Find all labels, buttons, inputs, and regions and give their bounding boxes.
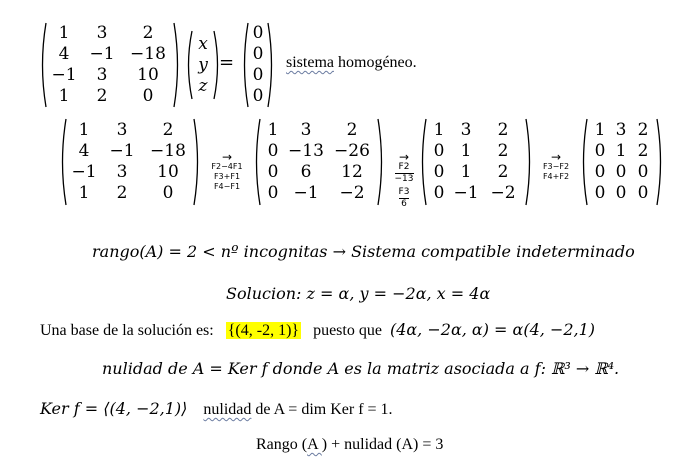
matrix-cell: −26 <box>334 141 370 161</box>
matrix-cell: 0 <box>267 141 279 161</box>
matrix-cell: 2 <box>497 120 509 140</box>
matrix-cell: −1 <box>89 44 115 64</box>
right-parenthesis <box>193 118 202 206</box>
matrix-cell: 3 <box>96 23 108 43</box>
matrix-cell: 0 <box>615 162 627 182</box>
left-parenthesis <box>252 118 261 206</box>
row-op-2-fraction-2 <box>399 187 410 210</box>
coefficient-matrix <box>38 22 182 108</box>
left-parenthesis <box>58 118 67 206</box>
matrix-cell: 0 <box>252 86 264 106</box>
fraction-2-numerator: F3 <box>398 187 410 197</box>
zero-vector <box>240 22 276 108</box>
matrix-cell: −1 <box>293 183 319 203</box>
row-op-1 <box>203 152 251 192</box>
kernel-nullity-word: nulidad <box>203 401 252 418</box>
matrix-cell: z <box>198 75 208 96</box>
rank-nullity-pre: Rango ( <box>256 436 308 453</box>
matrix-cell: 0 <box>162 183 174 203</box>
matrix-cell: 3 <box>300 120 312 140</box>
matrix-cell: 2 <box>637 141 649 161</box>
matrix-cell: −18 <box>130 44 166 64</box>
matrix-cell: 0 <box>594 183 606 203</box>
left-parenthesis <box>38 22 47 108</box>
fraction-2-denominator: 6 <box>401 199 407 209</box>
matrix-cell: 1 <box>78 120 90 140</box>
equals-sign: = <box>219 52 235 73</box>
matrix-cell: 1 <box>594 120 606 140</box>
matrix-cell: 1 <box>460 162 472 182</box>
matrix-cell: 0 <box>433 162 445 182</box>
matrix-cell: 2 <box>96 86 108 106</box>
matrix-cell: −1 <box>71 162 97 182</box>
reduction-matrix-2 <box>252 118 386 206</box>
matrix-cell: 0 <box>252 44 264 64</box>
kernel-math: Ker f = ⟨(4, −2,1)⟩ <box>40 399 188 418</box>
row-op-2-arrow: → <box>398 150 410 164</box>
basis-suffix-text: puesto que <box>313 322 382 339</box>
matrix-grid <box>427 118 525 206</box>
solution-statement: Solucion: z = α, y = −2α, x = 4α <box>226 284 491 303</box>
matrix-cell: 0 <box>637 162 649 182</box>
left-parenthesis <box>579 118 588 206</box>
left-parenthesis <box>240 22 249 108</box>
reduction-matrix-3 <box>418 118 534 206</box>
fraction-1-numerator: F2 <box>398 162 410 172</box>
matrix-cell: 1 <box>78 183 90 203</box>
fraction-1-denominator: −13 <box>394 174 414 184</box>
right-parenthesis <box>656 118 665 206</box>
rank-nullity-a: A <box>307 436 322 453</box>
matrix-cell: 0 <box>433 183 445 203</box>
left-parenthesis <box>418 118 427 206</box>
matrix-cell: 12 <box>341 162 363 182</box>
matrix-cell: 2 <box>142 23 154 43</box>
matrix-cell: 1 <box>460 141 472 161</box>
nullity-statement: nulidad de A = Ker f donde A es la matriz asociada a f: ℝ³ → ℝ⁴. <box>102 359 620 378</box>
matrix-cell: 3 <box>116 162 128 182</box>
matrix-cell: 10 <box>137 65 159 85</box>
matrix-cell: 0 <box>267 183 279 203</box>
matrix-cell: 3 <box>615 120 627 140</box>
variable-vector <box>184 30 222 100</box>
matrix-grid <box>67 118 193 206</box>
basis-prefix: Una base de la solución es: <box>40 322 214 339</box>
matrix-cell: 0 <box>615 183 627 203</box>
matrix-cell: 10 <box>157 162 179 182</box>
matrix-cell: 1 <box>433 120 445 140</box>
system-label-rest: homogéneo. <box>338 54 417 71</box>
system-label-word: sistema <box>286 54 334 71</box>
row-op-3-line-1: F3−F2 <box>542 162 570 171</box>
system-label <box>286 54 417 72</box>
row-op-3-line-2: F4+F2 <box>542 172 570 181</box>
right-parenthesis <box>377 118 386 206</box>
row-op-3-arrow: → <box>550 150 562 164</box>
basis-highlight: {(4, -2, 1)} <box>227 322 300 339</box>
matrix-cell: 0 <box>433 141 445 161</box>
matrix-cell: 0 <box>142 86 154 106</box>
matrix-cell: 4 <box>78 141 90 161</box>
matrix-cell: 0 <box>252 23 264 43</box>
matrix-cell: 0 <box>252 65 264 85</box>
right-parenthesis <box>267 22 276 108</box>
kernel-rest: de A = dim Ker f = 1. <box>255 401 393 418</box>
matrix-cell: x <box>198 33 208 54</box>
left-parenthesis <box>184 30 193 100</box>
matrix-cell: 2 <box>162 120 174 140</box>
rank-nullity-theorem <box>256 436 443 454</box>
matrix-cell: 1 <box>58 86 70 106</box>
matrix-grid <box>261 118 377 206</box>
rank-statement: rango(A) = 2 < nº incognitas → Sistema compatible indeterminado <box>92 242 635 261</box>
basis-statement <box>40 320 595 340</box>
matrix-cell: −1 <box>109 141 135 161</box>
matrix-cell: 0 <box>594 141 606 161</box>
matrix-cell: −1 <box>51 65 77 85</box>
matrix-grid <box>47 22 173 108</box>
right-parenthesis <box>525 118 534 206</box>
right-parenthesis <box>173 22 182 108</box>
row-op-3 <box>534 152 578 182</box>
matrix-cell: 3 <box>116 120 128 140</box>
matrix-cell: 2 <box>497 141 509 161</box>
row-op-1-line-2: F3+F1 <box>213 172 241 181</box>
matrix-cell: −2 <box>490 183 516 203</box>
row-op-1-line-1: F2−4F1 <box>211 162 243 171</box>
matrix-cell: 0 <box>594 162 606 182</box>
matrix-cell: 1 <box>615 141 627 161</box>
matrix-cell: 2 <box>346 120 358 140</box>
matrix-cell: 2 <box>497 162 509 182</box>
basis-suffix-math: (4α, −2α, α) = α(4, −2,1) <box>389 320 596 339</box>
matrix-cell: 3 <box>460 120 472 140</box>
row-op-1-line-3: F4−F1 <box>213 182 241 191</box>
matrix-grid <box>193 30 213 100</box>
reduction-matrix-4 <box>579 118 665 206</box>
matrix-cell: 1 <box>267 120 279 140</box>
matrix-grid <box>588 118 656 206</box>
matrix-cell: −18 <box>150 141 186 161</box>
row-op-2-fraction-1 <box>395 162 414 185</box>
matrix-cell: −13 <box>288 141 324 161</box>
row-op-2 <box>392 152 416 210</box>
matrix-cell: 0 <box>267 162 279 182</box>
matrix-cell: 2 <box>116 183 128 203</box>
row-op-1-arrow: → <box>221 150 233 164</box>
matrix-grid <box>249 22 267 108</box>
rank-nullity-post: ) + nulidad (A) = 3 <box>321 436 444 453</box>
matrix-cell: y <box>198 54 208 75</box>
matrix-cell: −1 <box>453 183 479 203</box>
matrix-cell: 3 <box>96 65 108 85</box>
matrix-cell: 0 <box>637 183 649 203</box>
matrix-cell: 6 <box>300 162 312 182</box>
kernel-statement <box>40 399 393 419</box>
matrix-cell: 4 <box>58 44 70 64</box>
matrix-cell: 2 <box>637 120 649 140</box>
reduction-matrix-1 <box>58 118 202 206</box>
matrix-cell: −2 <box>339 183 365 203</box>
matrix-cell: 1 <box>58 23 70 43</box>
